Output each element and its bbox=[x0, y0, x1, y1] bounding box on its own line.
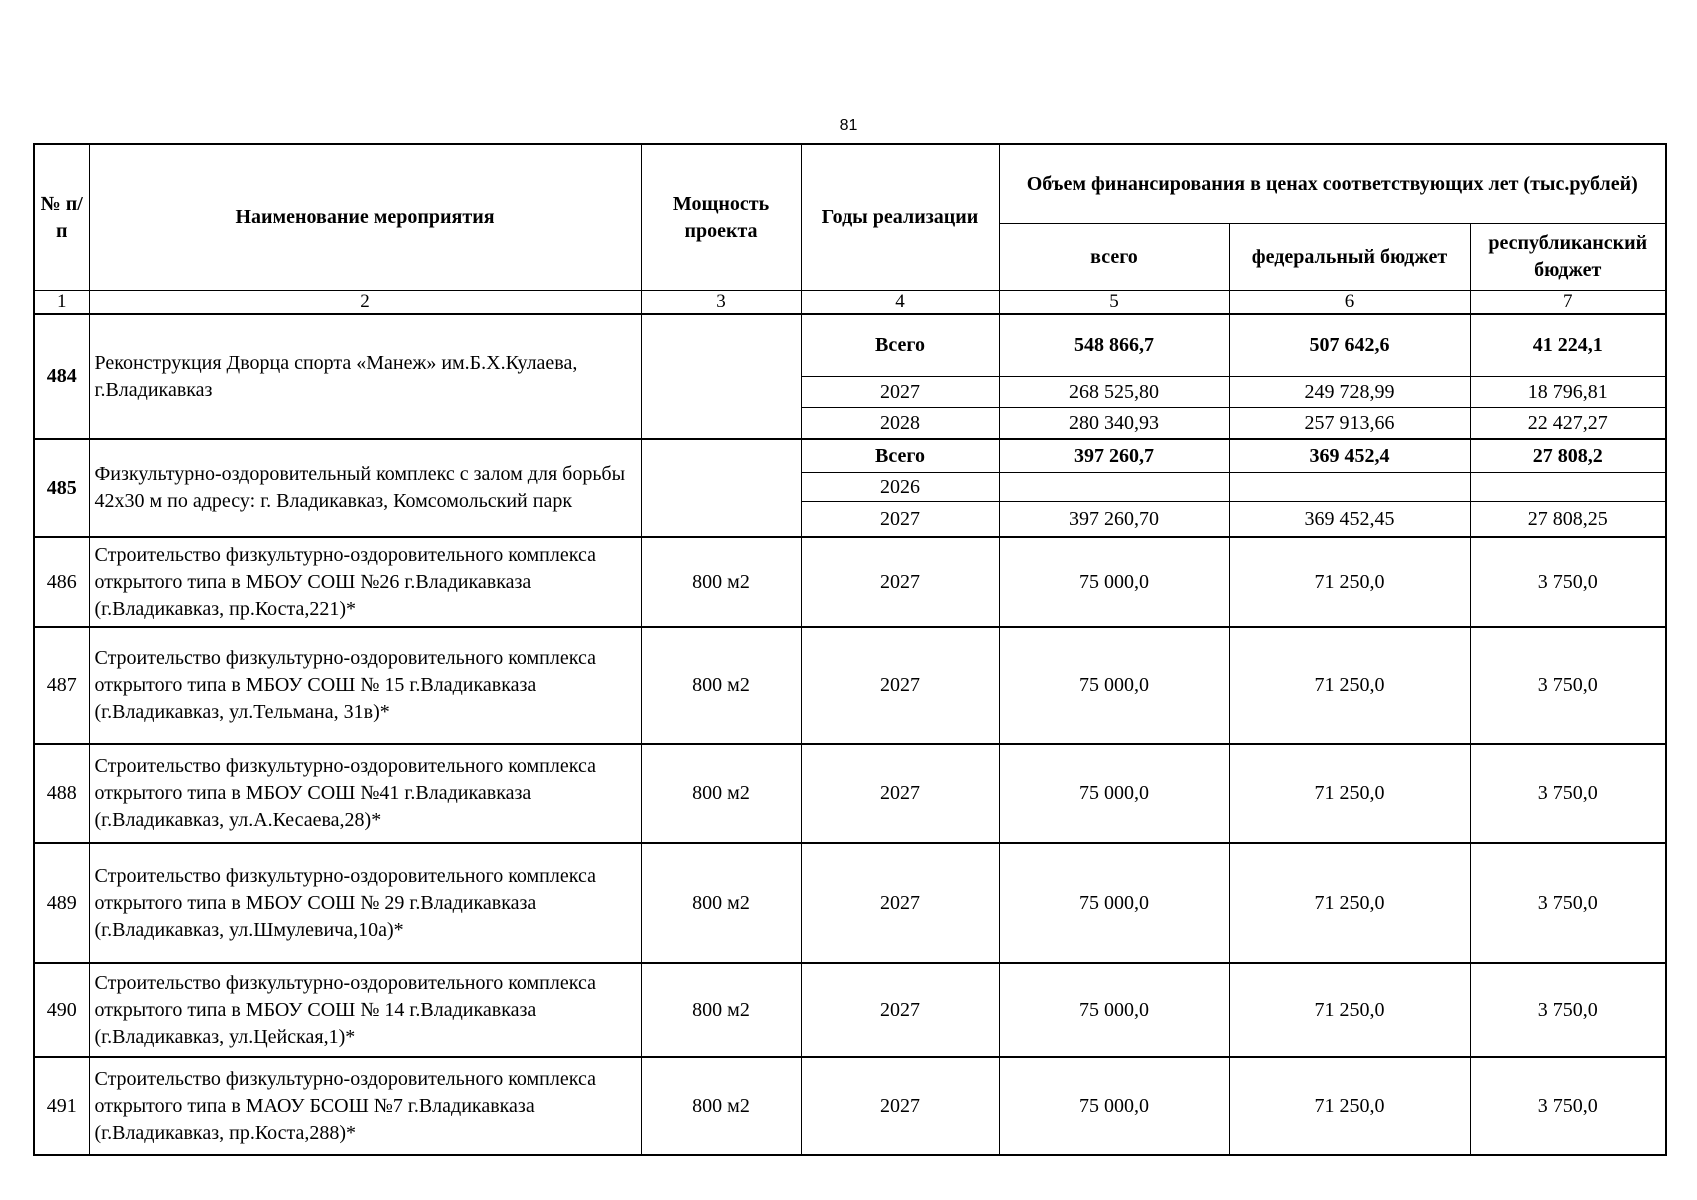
header-total: всего bbox=[999, 224, 1229, 291]
implementation-year: Всего bbox=[801, 314, 999, 377]
column-index: 4 bbox=[801, 291, 999, 315]
funding-total: 397 260,70 bbox=[999, 502, 1229, 538]
project-capacity: 800 м2 bbox=[641, 963, 801, 1057]
funding-federal: 249 728,99 bbox=[1229, 377, 1470, 408]
funding-republic: 27 808,25 bbox=[1470, 502, 1666, 538]
row-number: 488 bbox=[34, 744, 89, 843]
funding-federal: 71 250,0 bbox=[1229, 744, 1470, 843]
funding-total: 548 866,7 bbox=[999, 314, 1229, 377]
funding-total: 268 525,80 bbox=[999, 377, 1229, 408]
header-years: Годы реализации bbox=[801, 144, 999, 291]
column-index-row bbox=[34, 291, 1666, 315]
activity-name: Реконструкция Дворца спорта «Манеж» им.Б.Х.Кулаева, г.Владикавказ bbox=[89, 314, 641, 439]
funding-total: 397 260,7 bbox=[999, 439, 1229, 473]
table-row bbox=[34, 627, 1666, 744]
column-index: 5 bbox=[999, 291, 1229, 315]
funding-total: 75 000,0 bbox=[999, 627, 1229, 744]
funding-federal: 71 250,0 bbox=[1229, 963, 1470, 1057]
project-capacity: 800 м2 bbox=[641, 744, 801, 843]
project-capacity: 800 м2 bbox=[641, 537, 801, 627]
table-row bbox=[34, 439, 1666, 473]
column-index: 3 bbox=[641, 291, 801, 315]
funding-republic: 22 427,27 bbox=[1470, 408, 1666, 440]
funding-federal: 507 642,6 bbox=[1229, 314, 1470, 377]
funding-republic: 3 750,0 bbox=[1470, 627, 1666, 744]
funding-federal: 369 452,4 bbox=[1229, 439, 1470, 473]
funding-total: 280 340,93 bbox=[999, 408, 1229, 440]
funding-federal: 257 913,66 bbox=[1229, 408, 1470, 440]
funding-federal: 71 250,0 bbox=[1229, 1057, 1470, 1155]
table-row bbox=[34, 744, 1666, 843]
table-row bbox=[34, 1057, 1666, 1155]
header-republic: республиканский бюджет bbox=[1470, 224, 1666, 291]
row-number: 484 bbox=[34, 314, 89, 439]
funding-republic: 27 808,2 bbox=[1470, 439, 1666, 473]
funding-republic: 3 750,0 bbox=[1470, 843, 1666, 963]
funding-republic: 3 750,0 bbox=[1470, 744, 1666, 843]
project-capacity bbox=[641, 314, 801, 439]
row-number: 491 bbox=[34, 1057, 89, 1155]
funding-total: 75 000,0 bbox=[999, 843, 1229, 963]
activity-name: Строительство физкультурно-оздоровительного комплекса открытого типа в МБОУ СОШ №41 г.Владикавказа (г.Владикавказ, ул.А.Кесаева,28)* bbox=[89, 744, 641, 843]
implementation-year: 2027 bbox=[801, 377, 999, 408]
funding-total: 75 000,0 bbox=[999, 1057, 1229, 1155]
implementation-year: 2027 bbox=[801, 627, 999, 744]
column-index: 7 bbox=[1470, 291, 1666, 315]
table-body bbox=[34, 144, 1666, 1155]
activity-name: Строительство физкультурно-оздоровительного комплекса открытого типа в МБОУ СОШ № 29 г.Владикавказа (г.Владикавказ, ул.Шмулевича,10а)* bbox=[89, 843, 641, 963]
funding-table bbox=[33, 143, 1667, 1156]
column-index: 2 bbox=[89, 291, 641, 315]
activity-name: Строительство физкультурно-оздоровительного комплекса открытого типа в МБОУ СОШ № 15 г.Владикавказа (г.Владикавказ, ул.Тельмана, 31в)* bbox=[89, 627, 641, 744]
implementation-year: 2027 bbox=[801, 744, 999, 843]
funding-republic: 41 224,1 bbox=[1470, 314, 1666, 377]
project-capacity bbox=[641, 439, 801, 537]
implementation-year: 2027 bbox=[801, 502, 999, 538]
header-name: Наименование мероприятия bbox=[89, 144, 641, 291]
funding-total: 75 000,0 bbox=[999, 744, 1229, 843]
header-num: № п/п bbox=[34, 144, 89, 291]
header-capacity: Мощность проекта bbox=[641, 144, 801, 291]
funding-total: 75 000,0 bbox=[999, 537, 1229, 627]
page-number: 81 bbox=[839, 117, 858, 134]
funding-republic bbox=[1470, 473, 1666, 502]
implementation-year: Всего bbox=[801, 439, 999, 473]
implementation-year: 2027 bbox=[801, 1057, 999, 1155]
activity-name: Строительство физкультурно-оздоровительного комплекса открытого типа в МАОУ БСОШ №7 г.Владикавказа (г.Владикавказ, пр.Коста,288)* bbox=[89, 1057, 641, 1155]
implementation-year: 2027 bbox=[801, 537, 999, 627]
row-number: 486 bbox=[34, 537, 89, 627]
activity-name: Строительство физкультурно-оздоровительного комплекса открытого типа в МБОУ СОШ № 14 г.Владикавказа (г.Владикавказ, ул.Цейская,1)* bbox=[89, 963, 641, 1057]
row-number: 485 bbox=[34, 439, 89, 537]
table-row bbox=[34, 963, 1666, 1057]
project-capacity: 800 м2 bbox=[641, 1057, 801, 1155]
funding-total: 75 000,0 bbox=[999, 963, 1229, 1057]
column-index: 1 bbox=[34, 291, 89, 315]
header-federal: федеральный бюджет bbox=[1229, 224, 1470, 291]
funding-federal: 369 452,45 bbox=[1229, 502, 1470, 538]
funding-total bbox=[999, 473, 1229, 502]
project-capacity: 800 м2 bbox=[641, 627, 801, 744]
project-capacity: 800 м2 bbox=[641, 843, 801, 963]
implementation-year: 2027 bbox=[801, 963, 999, 1057]
funding-federal bbox=[1229, 473, 1470, 502]
funding-federal: 71 250,0 bbox=[1229, 627, 1470, 744]
implementation-year: 2027 bbox=[801, 843, 999, 963]
funding-republic: 18 796,81 bbox=[1470, 377, 1666, 408]
header-row bbox=[34, 144, 1666, 224]
funding-republic: 3 750,0 bbox=[1470, 963, 1666, 1057]
activity-name: Физкультурно-оздоровительный комплекс с залом для борьбы 42х30 м по адресу: г. Владикавказ, Комсомольский парк bbox=[89, 439, 641, 537]
implementation-year: 2028 bbox=[801, 408, 999, 440]
header-funding: Объем финансирования в ценах соответствующих лет (тыс.рублей) bbox=[999, 144, 1666, 224]
table-row bbox=[34, 843, 1666, 963]
activity-name: Строительство физкультурно-оздоровительного комплекса открытого типа в МБОУ СОШ №26 г.Владикавказа (г.Владикавказ, пр.Коста,221)* bbox=[89, 537, 641, 627]
table-row bbox=[34, 537, 1666, 627]
row-number: 489 bbox=[34, 843, 89, 963]
funding-federal: 71 250,0 bbox=[1229, 537, 1470, 627]
row-number: 490 bbox=[34, 963, 89, 1057]
funding-republic: 3 750,0 bbox=[1470, 537, 1666, 627]
row-number: 487 bbox=[34, 627, 89, 744]
implementation-year: 2026 bbox=[801, 473, 999, 502]
funding-federal: 71 250,0 bbox=[1229, 843, 1470, 963]
table-row bbox=[34, 314, 1666, 377]
column-index: 6 bbox=[1229, 291, 1470, 315]
funding-republic: 3 750,0 bbox=[1470, 1057, 1666, 1155]
